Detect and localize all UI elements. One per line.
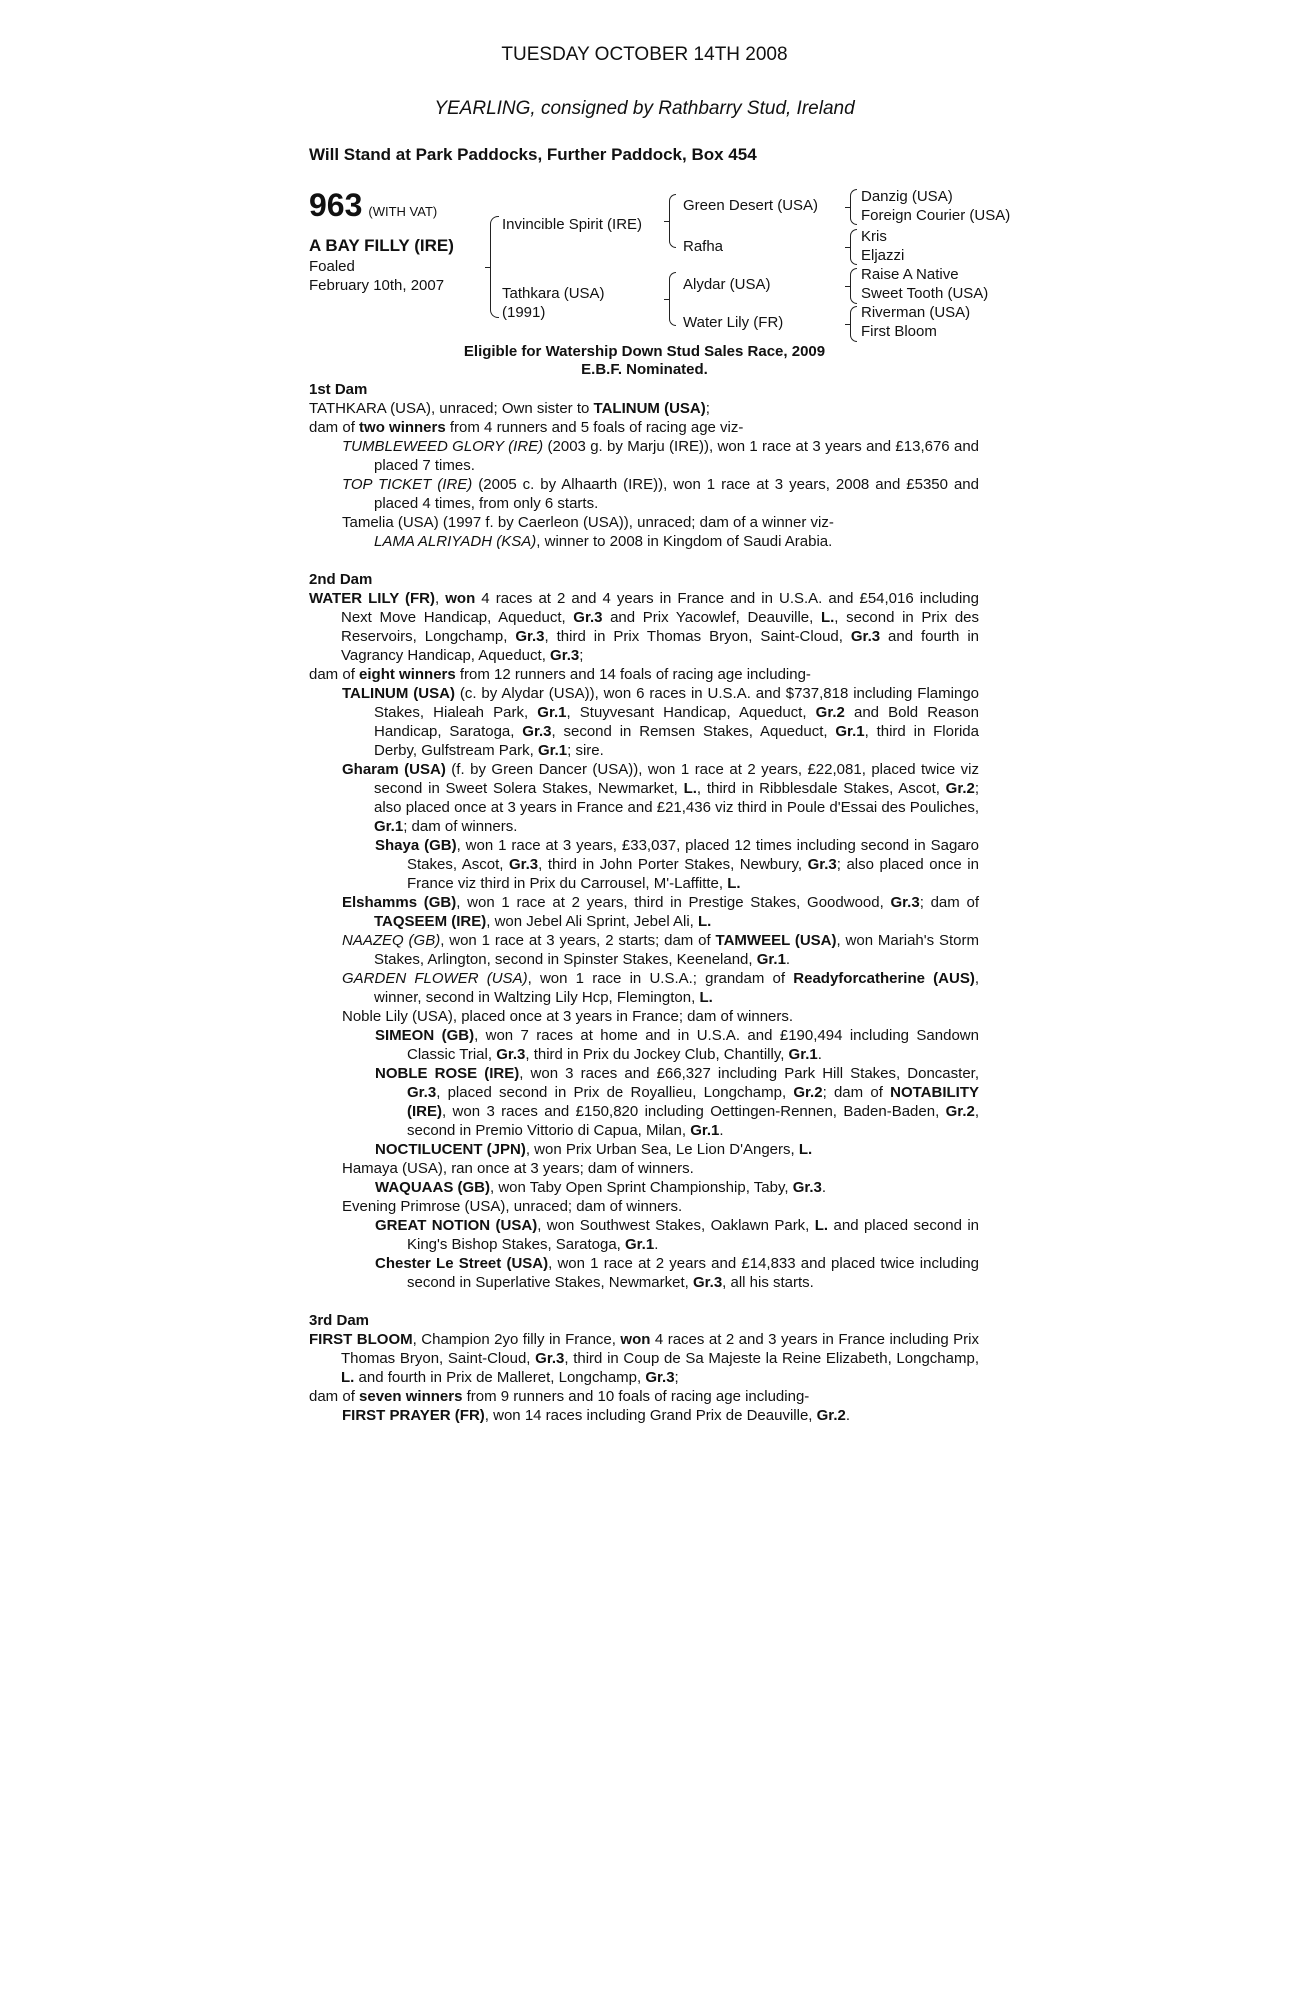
lot-name: A BAY FILLY (IRE) bbox=[309, 236, 454, 255]
produce-text: (2005 c. by Alhaarth (IRE)), won 1 race at 3 years, 2008 and £5350 and placed 4 times, from only 6 starts. bbox=[374, 476, 979, 512]
produce-waquaas: WAQUAAS (GB), won Taby Open Sprint Championship, Taby, Gr.3. bbox=[375, 1179, 827, 1196]
pedigree-brace-ss bbox=[850, 189, 857, 225]
pedigree-brace-main bbox=[490, 216, 499, 318]
pedigree-sdd: Eljazzi bbox=[861, 247, 905, 264]
pedigree-dam bbox=[502, 284, 605, 322]
produce-elshamms: Elshamms (GB), won 1 race at 2 years, third in Prestige Stakes, Goodwood, Gr.3; dam of TAQSEEM (IRE), won Jebel Ali Sprint, Jebel Ali, L. bbox=[342, 894, 979, 930]
second-dam-heading: 2nd Dam bbox=[309, 571, 373, 588]
pedigree-dam-sire: Alydar (USA) bbox=[683, 276, 771, 293]
third-dam-heading: 3rd Dam bbox=[309, 1312, 370, 1329]
horse-name: TUMBLEWEED GLORY (IRE) bbox=[342, 438, 544, 455]
eligibility-line: Eligible for Watership Down Stud Sales Race, 2009 bbox=[463, 343, 826, 360]
produce-noble-lily: Noble Lily (USA), placed once at 3 years in France; dam of winners. bbox=[342, 1008, 794, 1025]
pedigree-sds: Kris bbox=[861, 228, 887, 245]
pedigree-brace-ds bbox=[850, 268, 857, 304]
produce-garden-flower: GARDEN FLOWER (USA), won 1 race in U.S.A.; grandam of Readyforcatherine (AUS), winner, second in Waltzing Lily Hcp, Flemington, L. bbox=[342, 970, 980, 1006]
horse-name: LAMA ALRIYADH (KSA) bbox=[374, 533, 537, 550]
first-dam-line-2: dam of two winners from 4 runners and 5 foals of racing age viz- bbox=[309, 419, 744, 436]
pedigree-brace-sire bbox=[669, 194, 676, 248]
pedigree-sire-dam: Rafha bbox=[683, 238, 724, 255]
sale-date: TUESDAY OCTOBER 14TH 2008 bbox=[501, 44, 788, 65]
foaled-info bbox=[309, 257, 444, 295]
lot-number-block bbox=[309, 187, 437, 224]
pedigree-sire-sire: Green Desert (USA) bbox=[683, 197, 819, 214]
produce-hamaya: Hamaya (USA), ran once at 3 years; dam of winners. bbox=[342, 1160, 694, 1177]
produce-shaya: Shaya (GB), won 1 race at 3 years, £33,037, placed 12 times including second in Sagaro Stakes, Ascot, Gr.3, third in John Porter Stakes, Newbury, Gr.3; also placed once in France viz third in Prix du Carrousel, M'-Laffitte, L. bbox=[375, 837, 979, 892]
pedigree-dam-dam: Water Lily (FR) bbox=[683, 314, 784, 331]
produce-tumbleweed bbox=[342, 437, 979, 475]
foaled-label: Foaled bbox=[309, 258, 355, 275]
pedigree-sss: Danzig (USA) bbox=[861, 188, 953, 205]
pedigree-dds: Riverman (USA) bbox=[861, 304, 971, 321]
pedigree-brace-dam bbox=[669, 272, 676, 326]
produce-tamelia: Tamelia (USA) (1997 f. by Caerleon (USA)), unraced; dam of a winner viz- bbox=[342, 514, 834, 531]
produce-chester-le-street: Chester Le Street (USA), won 1 race at 2 years and £14,833 and placed twice including second in Superlative Stakes, Newmarket, Gr.3, all his starts. bbox=[375, 1255, 979, 1291]
produce-great-notion: GREAT NOTION (USA), won Southwest Stakes, Oaklawn Park, L. and placed second in King's Bishop Stakes, Saratoga, Gr.1. bbox=[375, 1217, 980, 1253]
water-lily-entry: WATER LILY (FR), won 4 races at 2 and 4 years in France and in U.S.A. and £54,016 including Next Move Handicap, Aqueduct, Gr.3 and Prix Yacowlef, Deauville, L., second in Prix des Reservoirs, Longchamp, Gr.3, third in Prix Thomas Bryon, Saint-Cloud, Gr.3 and fourth in Vagrancy Handicap, Aqueduct, Gr.3; bbox=[309, 590, 980, 664]
produce-talinum: TALINUM (USA) (c. by Alydar (USA)), won 6 races in U.S.A. and $737,818 including Flamingo Stakes, Hialeah Park, Gr.1, Stuyvesant Handicap, Aqueduct, Gr.2 and Bold Reason Handicap, Saratoga, Gr.3, second in Remsen Stakes, Aqueduct, Gr.1, third in Florida Derby, Gulfstream Park, Gr.1; sire. bbox=[342, 685, 980, 759]
produce-first-prayer: FIRST PRAYER (FR), won 14 races including Grand Prix de Deauville, Gr.2. bbox=[342, 1407, 850, 1424]
produce-topticket bbox=[342, 475, 979, 513]
pedigree-dam-name: Tathkara (USA) bbox=[502, 285, 605, 302]
first-bloom-dam-of: dam of seven winners from 9 runners and 10 foals of racing age including- bbox=[309, 1388, 810, 1405]
produce-gharam: Gharam (USA) (f. by Green Dancer (USA)), won 1 race at 2 years, £22,081, placed twice viz second in Sweet Solera Stakes, Newmarket, L., third in Ribblesdale Stakes, Ascot, Gr.2; also placed once at 3 years in France and £21,436 viz third in Poule d'Essai des Pouliches, Gr.1; dam of winners. bbox=[342, 761, 980, 835]
pedigree-dam-year: (1991) bbox=[502, 304, 546, 321]
first-dam-heading: 1st Dam bbox=[309, 381, 368, 398]
pedigree-ssd: Foreign Courier (USA) bbox=[861, 207, 1011, 224]
catalogue-body bbox=[309, 380, 979, 1425]
pedigree-ddd: First Bloom bbox=[861, 323, 937, 340]
produce-text: , winner to 2008 in Kingdom of Saudi Arabia. bbox=[536, 533, 833, 550]
consignor-line: YEARLING, consigned by Rathbarry Stud, Ireland bbox=[434, 98, 855, 119]
stand-location: Will Stand at Park Paddocks, Further Paddock, Box 454 bbox=[309, 145, 757, 164]
produce-text: (2003 g. by Marju (IRE)), won 1 race at 3 years and £13,676 and placed 7 times. bbox=[374, 438, 980, 474]
first-dam-line-1: TATHKARA (USA), unraced; Own sister to TALINUM (USA); bbox=[309, 400, 710, 417]
pedigree-sire: Invincible Spirit (IRE) bbox=[502, 216, 643, 233]
pedigree-brace-sd bbox=[850, 229, 857, 265]
horse-name: TOP TICKET (IRE) bbox=[342, 476, 473, 493]
foaled-date: February 10th, 2007 bbox=[309, 277, 445, 294]
ebf-line: E.B.F. Nominated. bbox=[581, 361, 708, 378]
produce-noctilucent: NOCTILUCENT (JPN), won Prix Urban Sea, Le Lion D'Angers, L. bbox=[375, 1141, 813, 1158]
vat-label: (WITH VAT) bbox=[368, 204, 438, 219]
water-lily-dam-of: dam of eight winners from 12 runners and 14 foals of racing age including- bbox=[309, 666, 811, 683]
pedigree-dsd: Sweet Tooth (USA) bbox=[861, 285, 989, 302]
produce-lama bbox=[374, 532, 979, 551]
pedigree-brace-dd bbox=[850, 306, 857, 342]
lot-number: 963 bbox=[309, 187, 363, 223]
produce-simeon: SIMEON (GB), won 7 races at home and in U.S.A. and £190,494 including Sandown Classic Trial, Gr.3, third in Prix du Jockey Club, Chantilly, Gr.1. bbox=[375, 1027, 979, 1063]
produce-naazeq: NAAZEQ (GB), won 1 race at 3 years, 2 starts; dam of TAMWEEL (USA), won Mariah's Storm Stakes, Arlington, second in Spinster Stakes, Keeneland, Gr.1. bbox=[342, 932, 980, 968]
produce-noble-rose: NOBLE ROSE (IRE), won 3 races and £66,327 including Park Hill Stakes, Doncaster, Gr.3, placed second in Prix de Royallieu, Longchamp, Gr.2; dam of NOTABILITY (IRE), won 3 races and £150,820 including Oettingen-Rennen, Baden-Baden, Gr.2, second in Premio Vittorio di Capua, Milan, Gr.1. bbox=[375, 1065, 979, 1139]
produce-evening-primrose: Evening Primrose (USA), unraced; dam of winners. bbox=[342, 1198, 683, 1215]
pedigree-dss: Raise A Native bbox=[861, 266, 959, 283]
first-bloom-entry: FIRST BLOOM, Champion 2yo filly in France, won 4 races at 2 and 3 years in France including Prix Thomas Bryon, Saint-Cloud, Gr.3, third in Coup de Sa Majeste la Reine Elizabeth, Longchamp, L. and fourth in Prix de Malleret, Longchamp, Gr.3; bbox=[309, 1331, 979, 1386]
